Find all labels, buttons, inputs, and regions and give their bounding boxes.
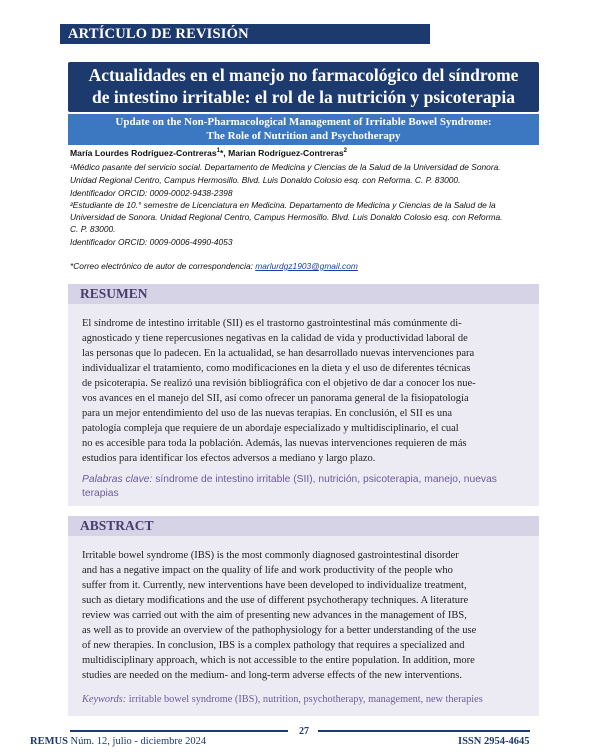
abstract-text-line: suffer from it. Currently, new interventions have been developed to individualize treatment,	[82, 580, 467, 591]
subtitle-line: Update on the Non-Pharmacological Management of Irritable Bowel Syndrome:	[115, 116, 492, 128]
title-line: Actualidades en el manejo no farmacológico del síndrome	[88, 65, 519, 85]
keywords-label: Palabras clave:	[82, 474, 153, 485]
page-number: 27	[299, 726, 309, 737]
keywords-text: irritable bowel syndrome (IBS), nutrition, psychotherapy, management, new therapies	[126, 694, 483, 705]
resumen-text-line: patología compleja que requiere de un abordaje especializado y multidisciplinario, el cual	[82, 423, 459, 434]
author-name: María Lourdes Rodríguez-Contreras	[70, 148, 217, 158]
email-link[interactable]: marlurdgz1903@gmail.com	[255, 261, 358, 271]
footer-rule	[318, 730, 530, 732]
corresponding-mark: *	[219, 148, 224, 158]
abstract-text-line: review was carried out with the aim of presenting new advances in the management of IBS,	[82, 610, 467, 621]
journal-name: REMUS	[30, 736, 68, 747]
title-line: de intestino irritable: el rol de la nutrición y psicoterapia	[91, 87, 516, 107]
resumen-keywords-cont: terapias	[82, 488, 119, 499]
resumen-text-line: no es accesible para toda la población. Además, las nuevas intervenciones requieren de más	[82, 438, 467, 449]
affiliation-line: Universidad de Sonora. Unidad Regional Centro, Campus Hermosillo. Blvd. Luis Donaldo Colosio esq. con Reforma.	[70, 212, 503, 222]
footer-journal	[30, 736, 206, 747]
resumen-keywords	[82, 474, 497, 485]
abstract-text-line: and has a negative impact on the quality of life and work productivity of the people who	[82, 565, 453, 576]
correspondence-label: *Correo electrónico de autor de correspondencia:	[70, 261, 256, 271]
affiliation-line: Identificador ORCID: 0009-0002-9438-2398	[70, 188, 233, 198]
abstract-text-line: studies are needed on the medium- and long-term adverse effects of the new interventions.	[82, 670, 463, 681]
abstract-text-line: Irritable bowel syndrome (IBS) is the most commonly diagnosed gastrointestinal disorder	[82, 550, 459, 561]
authors-line	[70, 148, 347, 158]
resumen-text-line: El síndrome de intestino irritable (SII) es el trastorno gastrointestinal más comúnmente di-	[82, 318, 462, 329]
affiliation-line: Unidad Regional Centro, Campus Hermosillo. Blvd. Luis Donaldo Colosio esq. con Reforma. C. P. 83000.	[70, 175, 461, 185]
footer-rule	[70, 730, 288, 732]
affiliation-line: Identificador ORCID: 0009-0006-4990-4053	[70, 237, 233, 247]
resumen-heading-bar	[68, 284, 539, 304]
resumen-text-line: vos avances en el manejo del SII, así como ofrecer un panorama general de la fisiopatología	[82, 393, 469, 404]
resumen-text-line: para un mejor entendimiento del uso de las nuevas terapias. En conclusión, el SII es una	[82, 408, 453, 419]
abstract-text-line: as well as to provide an overview of the pathophysiology for a better understanding of the use	[82, 625, 477, 636]
resumen-text-line: agnosticado y tiene repercusiones negativas en la calidad de vida y productividad laboral de	[82, 333, 468, 344]
resumen-text-line: estudios para identificar los efectos adversos a mediano y largo plazo.	[82, 453, 376, 464]
author-separator: ,	[223, 148, 229, 158]
abstract-keywords	[82, 694, 483, 705]
resumen-text-line: de psicoterapia. Se realizó una revisión bibliográfica con el objetivo de dar a conocer los nue-	[82, 378, 476, 389]
author-affiliation-mark: 2	[343, 148, 347, 155]
keywords-text: síndrome de intestino irritable (SII), nutrición, psicoterapia, manejo, nuevas	[152, 474, 497, 485]
abstract-text-line: such as dietary modifications and the use of different psychotherapy techniques. A literature	[82, 595, 469, 606]
subtitle-line: The Role of Nutrition and Psychotherapy	[206, 130, 401, 142]
footer-issn: ISSN 2954-4645	[458, 736, 530, 747]
affiliation-line: ¹Médico pasante del servicio social. Departamento de Medicina y Ciencias de la Salud de la Universidad de Sonora.	[70, 162, 501, 172]
abstract-text-line: of new therapies. In conclusion, IBS is a complex pathology that requires a specialized and	[82, 640, 465, 651]
abstract-heading-bar	[68, 516, 539, 536]
author-affiliation-mark: 1	[216, 148, 220, 155]
journal-issue: Núm. 12, julio - diciembre 2024	[67, 736, 207, 747]
resumen-text-line: individualizar el tratamiento, como modificaciones en la dieta y el uso de diferentes técnicas	[82, 363, 471, 374]
abstract-text-line: multidisciplinary approach, which is not accessible to the entire population. In addition, more	[82, 655, 475, 666]
affiliation-line: C. P. 83000.	[70, 224, 116, 234]
keywords-label: Keywords:	[82, 694, 127, 705]
author-name: Marian Rodríguez-Contreras	[228, 148, 344, 158]
title-box	[68, 62, 539, 112]
resumen-heading: RESUMEN	[80, 286, 148, 301]
affiliation-line: ²Estudiante de 10.° semestre de Licenciatura en Medicina. Departamento de Medicina y Ciencias de la Salud de la	[70, 200, 496, 210]
subtitle-box	[68, 114, 539, 145]
correspondence-line	[70, 261, 358, 271]
abstract-heading: ABSTRACT	[80, 518, 154, 533]
resumen-text-line: las personas que lo padecen. En la actualidad, se han desarrollado nuevas intervenciones para	[82, 348, 475, 359]
section-label: ARTÍCULO DE REVISIÓN	[68, 26, 249, 42]
